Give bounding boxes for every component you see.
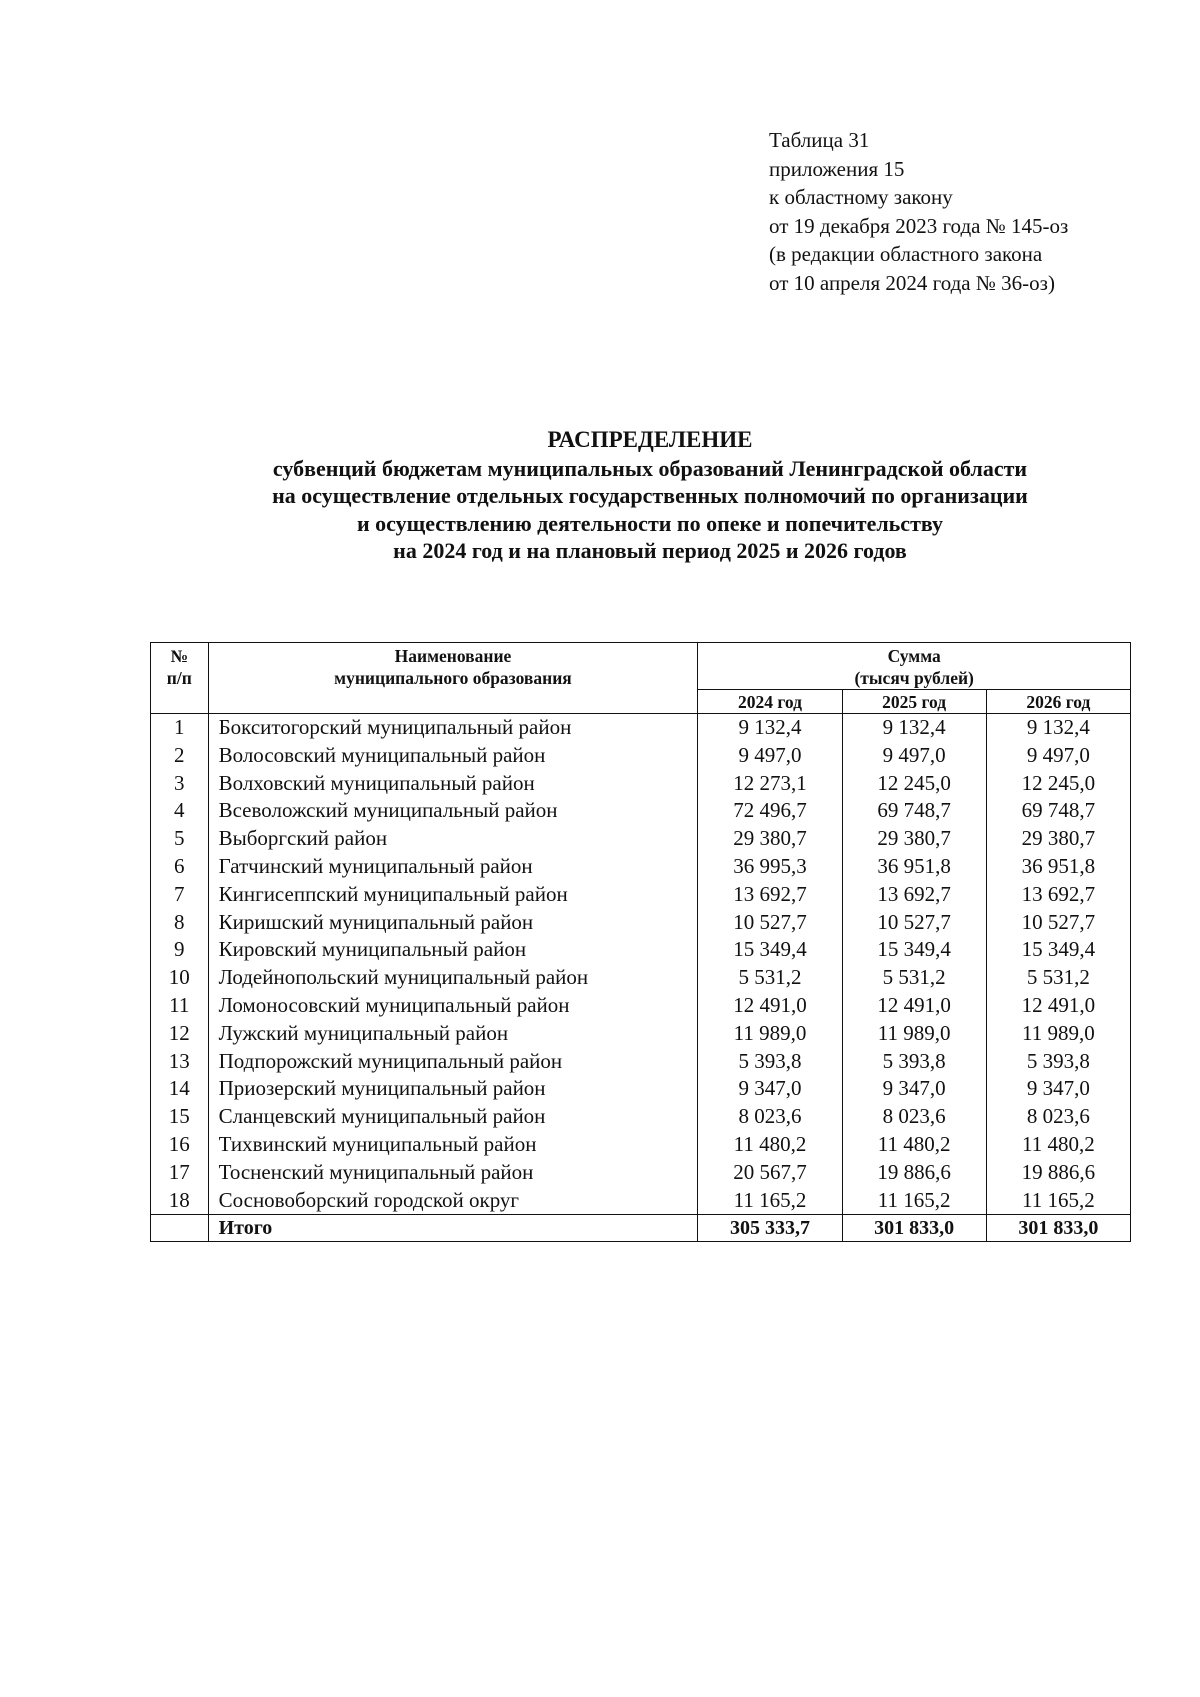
- row-value-2024: 9 497,0: [698, 742, 842, 770]
- table-row: [151, 1131, 1131, 1159]
- row-value-2026: 10 527,7: [986, 909, 1130, 937]
- row-value-2026: 12 245,0: [986, 770, 1130, 798]
- header-year-2026: 2026 год: [986, 690, 1130, 714]
- row-value-2024: 29 380,7: [698, 825, 842, 853]
- header-line-appendix: приложения 15: [769, 156, 905, 181]
- row-municipality-name: Кингисеппский муниципальный район: [208, 881, 698, 909]
- row-number: 3: [151, 770, 209, 798]
- row-value-2026: 5 393,8: [986, 1048, 1130, 1076]
- row-municipality-name: Выборгский район: [208, 825, 698, 853]
- row-value-2024: 11 165,2: [698, 1187, 842, 1215]
- table-row: [151, 964, 1131, 992]
- table-row: [151, 770, 1131, 798]
- row-number: 12: [151, 1020, 209, 1048]
- table-row: [151, 1187, 1131, 1215]
- row-number: 11: [151, 992, 209, 1020]
- total-row-2026: 301 833,0: [986, 1215, 1130, 1242]
- row-number: 13: [151, 1048, 209, 1076]
- row-value-2024: 72 496,7: [698, 797, 842, 825]
- row-value-2024: 5 531,2: [698, 964, 842, 992]
- row-value-2025: 29 380,7: [842, 825, 986, 853]
- row-value-2026: 9 347,0: [986, 1075, 1130, 1103]
- row-value-2026: 69 748,7: [986, 797, 1130, 825]
- row-number: 2: [151, 742, 209, 770]
- table-row: [151, 1103, 1131, 1131]
- row-number: 5: [151, 825, 209, 853]
- table-row: [151, 1020, 1131, 1048]
- header-year-2025: 2025 год: [842, 690, 986, 714]
- row-number: 7: [151, 881, 209, 909]
- title-line-2: на осуществление отдельных государственных полномочий по организации: [272, 483, 1028, 508]
- table-row: [151, 1048, 1131, 1076]
- row-value-2025: 69 748,7: [842, 797, 986, 825]
- header-line-edition-date: от 10 апреля 2024 года № 36-оз): [769, 270, 1055, 295]
- row-value-2025: 11 989,0: [842, 1020, 986, 1048]
- row-value-2026: 5 531,2: [986, 964, 1130, 992]
- row-number: 17: [151, 1159, 209, 1187]
- row-number: 14: [151, 1075, 209, 1103]
- row-value-2026: 29 380,7: [986, 825, 1130, 853]
- row-value-2026: 11 989,0: [986, 1020, 1130, 1048]
- row-value-2026: 9 132,4: [986, 714, 1130, 742]
- table-row: [151, 825, 1131, 853]
- row-value-2025: 10 527,7: [842, 909, 986, 937]
- row-value-2025: 9 497,0: [842, 742, 986, 770]
- header-name-line2: муниципального образования: [334, 668, 572, 688]
- row-municipality-name: Приозерский муниципальный район: [208, 1075, 698, 1103]
- row-municipality-name: Тосненский муниципальный район: [208, 1159, 698, 1187]
- table-row: [151, 714, 1131, 742]
- row-municipality-name: Волосовский муниципальный район: [208, 742, 698, 770]
- row-municipality-name: Сланцевский муниципальный район: [208, 1103, 698, 1131]
- distribution-table: [150, 642, 1131, 1242]
- header-name-line1: Наименование: [394, 646, 512, 666]
- row-municipality-name: Подпорожский муниципальный район: [208, 1048, 698, 1076]
- total-row-number: [151, 1215, 209, 1242]
- row-value-2026: 11 480,2: [986, 1131, 1130, 1159]
- row-value-2025: 13 692,7: [842, 881, 986, 909]
- row-municipality-name: Сосновоборский городской округ: [208, 1187, 698, 1215]
- row-value-2025: 36 951,8: [842, 853, 986, 881]
- row-municipality-name: Киришский муниципальный район: [208, 909, 698, 937]
- header-number-line1: №: [170, 646, 189, 666]
- row-value-2024: 15 349,4: [698, 936, 842, 964]
- row-value-2024: 10 527,7: [698, 909, 842, 937]
- table-row: [151, 797, 1131, 825]
- table-row: [151, 1075, 1131, 1103]
- row-value-2024: 20 567,7: [698, 1159, 842, 1187]
- row-value-2024: 11 989,0: [698, 1020, 842, 1048]
- row-value-2024: 9 347,0: [698, 1075, 842, 1103]
- row-value-2026: 19 886,6: [986, 1159, 1130, 1187]
- row-value-2026: 36 951,8: [986, 853, 1130, 881]
- row-value-2026: 9 497,0: [986, 742, 1130, 770]
- header-sum-line2: (тысяч рублей): [854, 668, 974, 688]
- row-municipality-name: Лужский муниципальный район: [208, 1020, 698, 1048]
- row-value-2025: 11 165,2: [842, 1187, 986, 1215]
- row-municipality-name: Волховский муниципальный район: [208, 770, 698, 798]
- row-number: 4: [151, 797, 209, 825]
- table-row: [151, 881, 1131, 909]
- row-value-2024: 36 995,3: [698, 853, 842, 881]
- table-row: [151, 1159, 1131, 1187]
- row-number: 18: [151, 1187, 209, 1215]
- row-value-2025: 19 886,6: [842, 1159, 986, 1187]
- row-value-2024: 12 273,1: [698, 770, 842, 798]
- row-value-2025: 12 245,0: [842, 770, 986, 798]
- title-line-1: субвенций бюджетам муниципальных образований Ленинградской области: [272, 455, 1028, 481]
- row-value-2025: 11 480,2: [842, 1131, 986, 1159]
- row-value-2026: 12 491,0: [986, 992, 1130, 1020]
- total-row: [151, 1215, 1131, 1242]
- row-value-2024: 5 393,8: [698, 1048, 842, 1076]
- row-value-2025: 9 347,0: [842, 1075, 986, 1103]
- row-municipality-name: Тихвинский муниципальный район: [208, 1131, 698, 1159]
- row-value-2026: 15 349,4: [986, 936, 1130, 964]
- document-reference-header: [769, 126, 1068, 297]
- row-number: 16: [151, 1131, 209, 1159]
- row-value-2025: 8 023,6: [842, 1103, 986, 1131]
- row-value-2025: 5 531,2: [842, 964, 986, 992]
- header-line-law: к областному закону: [769, 185, 953, 209]
- row-municipality-name: Гатчинский муниципальный район: [208, 853, 698, 881]
- header-number: [151, 643, 209, 714]
- header-sum: [698, 643, 1131, 690]
- total-row-label: Итого: [208, 1215, 698, 1242]
- title-line-3: и осуществлению деятельности по опеке и попечительству: [356, 510, 944, 536]
- row-municipality-name: Всеволожский муниципальный район: [208, 797, 698, 825]
- header-year-2024: 2024 год: [698, 690, 842, 714]
- header-name: [208, 643, 698, 714]
- table-header: [151, 643, 1131, 714]
- header-sum-line1: Сумма: [887, 646, 941, 666]
- row-municipality-name: Ломоносовский муниципальный район: [208, 992, 698, 1020]
- row-value-2024: 8 023,6: [698, 1103, 842, 1131]
- table-row: [151, 992, 1131, 1020]
- total-row-2024: 305 333,7: [698, 1215, 842, 1242]
- row-value-2026: 11 165,2: [986, 1187, 1130, 1215]
- row-value-2024: 12 491,0: [698, 992, 842, 1020]
- row-value-2026: 13 692,7: [986, 881, 1130, 909]
- header-number-line2: п/п: [166, 668, 192, 688]
- header-line-edition: (в редакции областного закона: [769, 242, 1043, 266]
- row-value-2025: 9 132,4: [842, 714, 986, 742]
- header-line-law-date: от 19 декабря 2023 года № 145-оз: [769, 213, 1069, 238]
- table-row: [151, 742, 1131, 770]
- table-row: [151, 936, 1131, 964]
- row-value-2024: 9 132,4: [698, 714, 842, 742]
- table-footer: [151, 1215, 1131, 1242]
- table-row: [151, 909, 1131, 937]
- table-body: [151, 714, 1131, 1215]
- document-title: [0, 426, 1200, 565]
- title-line-4: на 2024 год и на плановый период 2025 и 2026 годов: [393, 538, 907, 563]
- row-number: 9: [151, 936, 209, 964]
- row-municipality-name: Кировский муниципальный район: [208, 936, 698, 964]
- row-value-2024: 13 692,7: [698, 881, 842, 909]
- table-row: [151, 853, 1131, 881]
- total-row-2025: 301 833,0: [842, 1215, 986, 1242]
- header-line-table-number: Таблица 31: [769, 128, 870, 152]
- row-number: 8: [151, 909, 209, 937]
- row-value-2025: 5 393,8: [842, 1048, 986, 1076]
- title-main: РАСПРЕДЕЛЕНИЕ: [547, 427, 753, 452]
- row-number: 6: [151, 853, 209, 881]
- row-value-2025: 15 349,4: [842, 936, 986, 964]
- row-municipality-name: Бокситогорский муниципальный район: [208, 714, 698, 742]
- row-value-2025: 12 491,0: [842, 992, 986, 1020]
- row-number: 1: [151, 714, 209, 742]
- row-number: 15: [151, 1103, 209, 1131]
- row-value-2026: 8 023,6: [986, 1103, 1130, 1131]
- row-number: 10: [151, 964, 209, 992]
- row-value-2024: 11 480,2: [698, 1131, 842, 1159]
- row-municipality-name: Лодейнопольский муниципальный район: [208, 964, 698, 992]
